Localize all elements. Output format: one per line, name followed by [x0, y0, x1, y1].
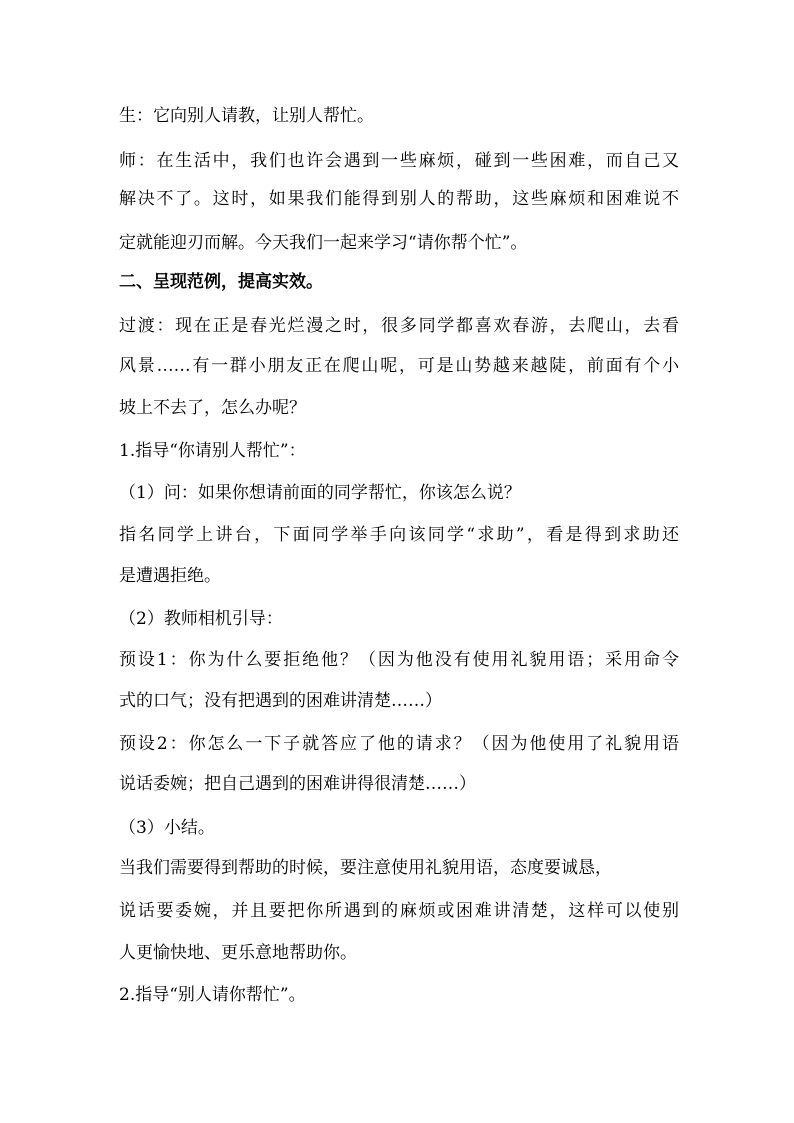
text-line: 说话要委婉，并且要把你所遇到的麻烦或困难讲清楚，这样可以使别: [119, 901, 679, 921]
text-line: 师：在生活中，我们也许会遇到一些麻烦，碰到一些困难，而自己又: [119, 151, 679, 171]
text-line: 说话委婉；把自己遇到的困难讲得很清楚……）: [119, 774, 476, 794]
text-line: 是遭遇拒绝。: [119, 566, 221, 586]
text-line: 定就能迎刃而解。今天我们一起来学习“请你帮个忙”。: [119, 233, 528, 253]
text-line: 式的口气；没有把遇到的困难讲清楚……）: [119, 691, 442, 711]
text-line: 人更愉快地、更乐意地帮助你。: [119, 943, 357, 963]
text-line: 2.指导“别人请你帮忙”。: [119, 985, 306, 1005]
text-line: 风景……有一群小朋友正在爬山呢，可是山势越来越陡，前面有个小: [119, 356, 679, 376]
text-line: 指名同学上讲台，下面同学举手向该同学“求助”，看是得到求助还: [119, 525, 679, 545]
text-line: 当我们需要得到帮助的时候，要注意使用礼貌用语，态度要诚恳，: [119, 858, 612, 878]
text-line: （3）小结。: [119, 818, 215, 838]
text-line: 解决不了。这时，如果我们能得到别人的帮助，这些麻烦和困难说不: [119, 189, 679, 209]
text-line: （2）教师相机引导：: [119, 609, 283, 629]
text-line: 过渡：现在正是春光烂漫之时，很多同学都喜欢春游，去爬山，去看: [119, 316, 679, 336]
text-line: （1）问：如果你想请前面的同学帮忙，你该怎么说？: [119, 483, 521, 503]
text-line: 预设2：你怎么一下子就答应了他的请求？（因为他使用了礼貌用语: [119, 734, 679, 754]
text-line: 1.指导“你请别人帮忙”：: [119, 441, 306, 461]
text-line: 生：它向别人请教，让别人帮忙。: [119, 106, 374, 126]
section-heading: 二、呈现范例，提高实效。: [119, 272, 323, 292]
text-line: 坡上不去了，怎么办呢？: [119, 398, 306, 418]
text-line: 预设1：你为什么要拒绝他？（因为他没有使用礼貌用语；采用命令: [119, 650, 679, 670]
